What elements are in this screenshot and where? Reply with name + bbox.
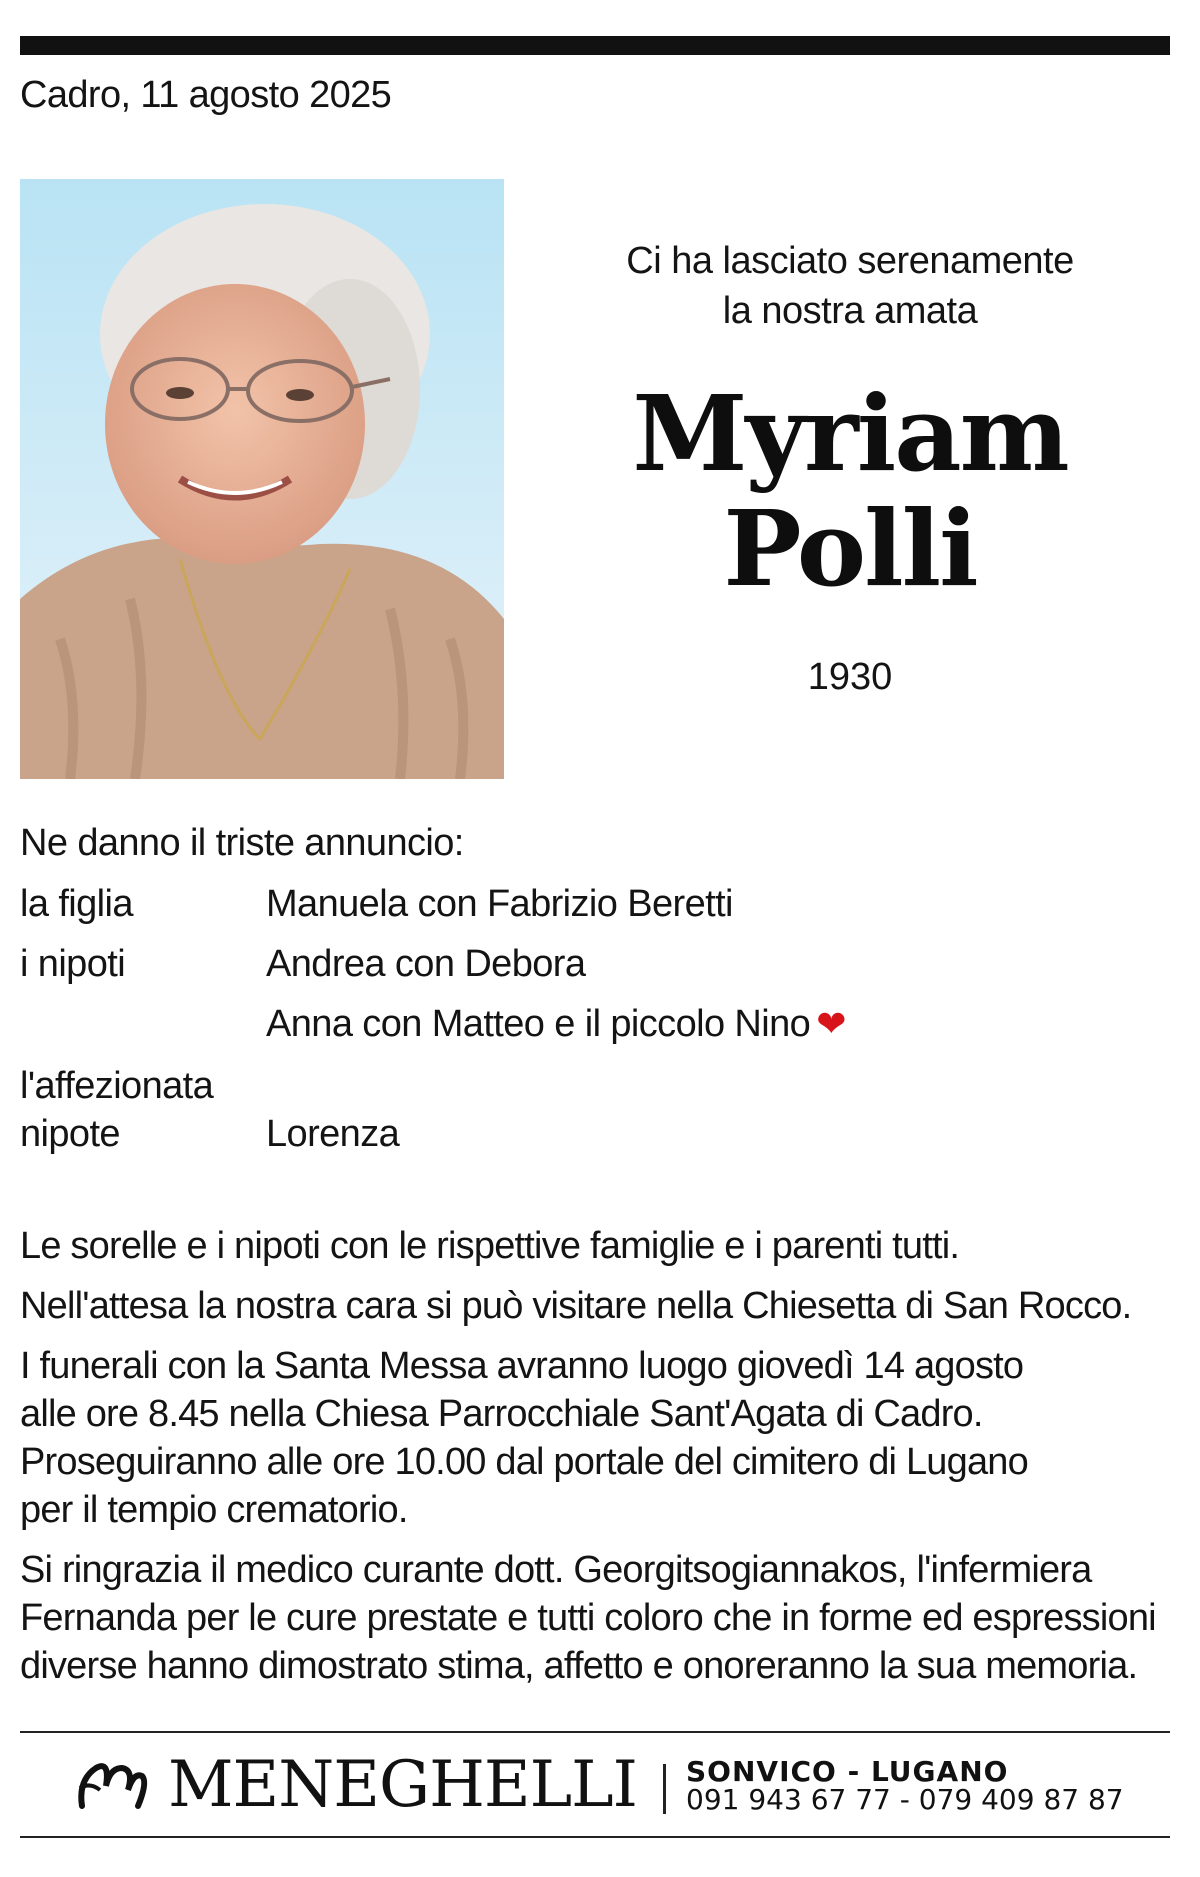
contact-block [686,1755,1124,1816]
paragraph-funeral [20,1342,1180,1534]
funeral-line: alle ore 8.45 nella Chiesa Parrocchiale Sant'Agata di Cadro. [20,1393,983,1435]
dateline: Cadro, 11 agosto 2025 [20,74,392,116]
top-rule [20,36,1170,55]
thanks-line: Fernanda per le cure prestate e tutti coloro che in forme ed espressioni [20,1597,1156,1639]
paragraph-family: Le sorelle e i nipoti con le rispettive famiglie e i parenti tutti. [20,1225,960,1267]
relative-names: Lorenza [266,1113,400,1155]
heart-icon: ❤ [816,1003,846,1044]
portrait-photo [20,179,504,779]
footer-divider [663,1764,666,1814]
paragraph-visit: Nell'attesa la nostra cara si può visitare nella Chiesetta di San Rocco. [20,1285,1132,1327]
thanks-line: diverse hanno dimostrato stima, affetto e onoreranno la sua memoria. [20,1645,1138,1687]
intro-text [560,236,1140,336]
intro-line-2: la nostra amata [722,290,978,332]
meneghelli-logo-icon [76,1760,148,1817]
funeral-line: Proseguiranno alle ore 10.00 dal portale del cimitero di Lugano [20,1441,1028,1483]
relative-role: nipote [20,1113,120,1155]
funeral-line: I funerali con la Santa Messa avranno luogo giovedì 14 agosto [20,1345,1024,1387]
footer-bottom-rule [20,1836,1170,1838]
paragraph-thanks [20,1546,1180,1690]
relative-role: la figlia [20,883,133,925]
contact-phones: 091 943 67 77 - 079 409 87 87 [686,1783,1124,1816]
announcement-heading: Ne danno il triste annuncio: [20,822,464,864]
footer-top-rule [20,1731,1170,1733]
relative-role: l'affezionata [20,1065,214,1107]
brand-name: MENEGHELLI [168,1748,637,1822]
contact-location: SONVICO - LUGANO [686,1755,1009,1788]
thanks-line: Si ringrazia il medico curante dott. Georgitsogiannakos, l'infermiera [20,1549,1092,1591]
last-name: Polli [723,487,977,610]
funeral-line: per il tempio crematorio. [20,1489,408,1531]
birth-year: 1930 [807,656,893,698]
relative-names: Andrea con Debora [266,943,586,985]
relative-names-row [266,1000,846,1048]
relative-role: i nipoti [20,943,126,985]
intro-line-1: Ci ha lasciato serenamente [626,240,1074,282]
relative-names: Manuela con Fabrizio Beretti [266,883,733,925]
relative-names: Anna con Matteo e il piccolo Nino [266,1003,811,1045]
first-name: Myriam [632,372,1068,495]
deceased-name [560,372,1140,610]
